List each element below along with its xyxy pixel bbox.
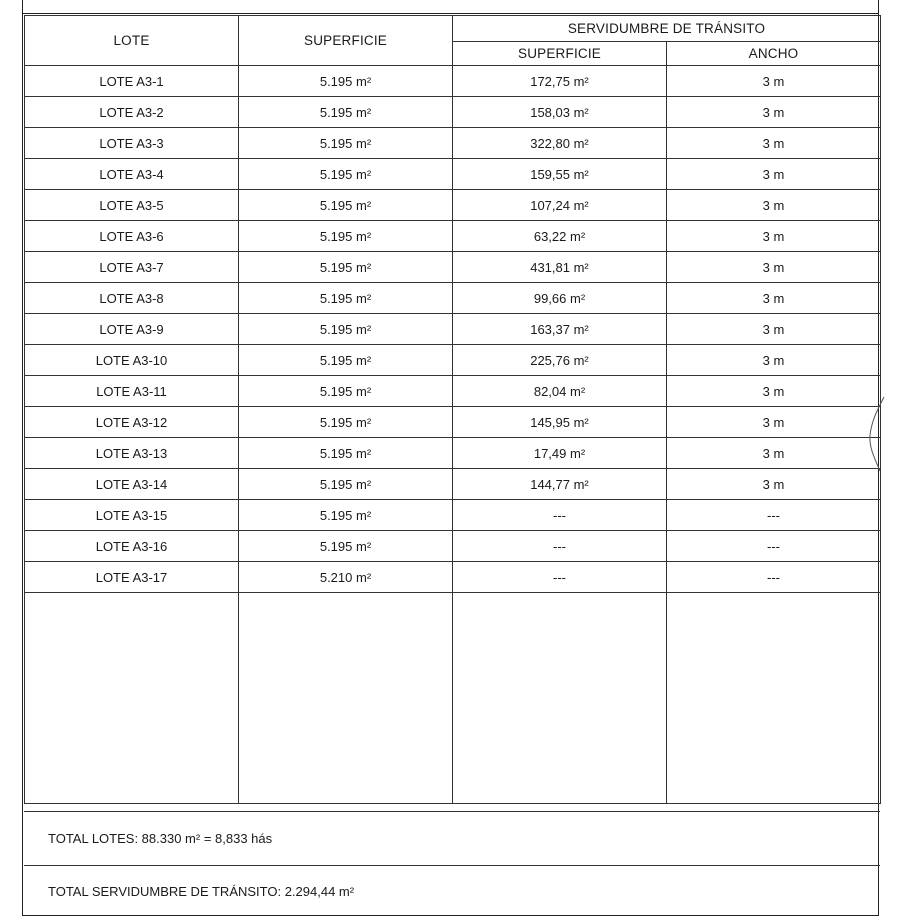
table-row [25,221,881,252]
cell-lote: LOTE A3-5 [25,190,239,221]
margin-mark-icon [866,395,886,475]
cell-serv-superficie: --- [453,500,667,531]
header-lote: LOTE [25,16,239,66]
table-row [25,376,881,407]
cell-superficie: 5.195 m² [239,97,453,128]
cell-lote: LOTE A3-9 [25,314,239,345]
table-row [25,283,881,314]
cell-serv-superficie: 322,80 m² [453,128,667,159]
cell-superficie: 5.195 m² [239,283,453,314]
cell-superficie: 5.195 m² [239,159,453,190]
lots-table [24,15,881,804]
table-row [25,97,881,128]
cell-superficie: 5.210 m² [239,562,453,593]
header-serv-ancho: ANCHO [667,42,881,66]
cell-serv-superficie: 63,22 m² [453,221,667,252]
cell-superficie: 5.195 m² [239,128,453,159]
cell-lote: LOTE A3-14 [25,469,239,500]
cell-lote: LOTE A3-8 [25,283,239,314]
cell-ancho: 3 m [667,252,881,283]
table-row [25,531,881,562]
cell-superficie: 5.195 m² [239,190,453,221]
empty-cell [239,593,453,804]
table-row [25,66,881,97]
cell-superficie: 5.195 m² [239,376,453,407]
cell-lote: LOTE A3-12 [25,407,239,438]
total-servidumbre-text: TOTAL SERVIDUMBRE DE TRÁNSITO: 2.294,44 m² [48,883,355,899]
cell-serv-superficie: 225,76 m² [453,345,667,376]
cell-serv-superficie: 144,77 m² [453,469,667,500]
cell-ancho: 3 m [667,190,881,221]
cell-ancho: 3 m [667,221,881,252]
cell-superficie: 5.195 m² [239,500,453,531]
cell-serv-superficie: --- [453,531,667,562]
cell-ancho: 3 m [667,159,881,190]
cell-ancho: --- [667,500,881,531]
cell-serv-superficie: --- [453,562,667,593]
cell-serv-superficie: 159,55 m² [453,159,667,190]
cell-superficie: 5.195 m² [239,438,453,469]
cell-lote: LOTE A3-10 [25,345,239,376]
cell-lote: LOTE A3-15 [25,500,239,531]
cell-ancho: 3 m [667,469,881,500]
header-serv-superficie: SUPERFICIE [453,42,667,66]
cell-superficie: 5.195 m² [239,66,453,97]
cell-ancho: 3 m [667,407,881,438]
table-row [25,562,881,593]
cell-ancho: --- [667,531,881,562]
cell-lote: LOTE A3-6 [25,221,239,252]
cell-superficie: 5.195 m² [239,531,453,562]
empty-row [25,593,881,804]
table-row [25,500,881,531]
cell-superficie: 5.195 m² [239,345,453,376]
cell-lote: LOTE A3-2 [25,97,239,128]
cell-lote: LOTE A3-13 [25,438,239,469]
table-row [25,128,881,159]
empty-cell [453,593,667,804]
cell-superficie: 5.195 m² [239,469,453,500]
cell-ancho: 3 m [667,345,881,376]
cell-ancho: 3 m [667,438,881,469]
total-servidumbre [24,865,880,916]
empty-cell [667,593,881,804]
cell-ancho: 3 m [667,128,881,159]
header-superficie: SUPERFICIE [239,16,453,66]
cell-superficie: 5.195 m² [239,407,453,438]
empty-cell [25,593,239,804]
table-row [25,438,881,469]
cell-superficie: 5.195 m² [239,221,453,252]
cell-serv-superficie: 99,66 m² [453,283,667,314]
table-row [25,314,881,345]
cell-superficie: 5.195 m² [239,314,453,345]
cell-serv-superficie: 107,24 m² [453,190,667,221]
cell-lote: LOTE A3-16 [25,531,239,562]
total-lotes-text: TOTAL LOTES: 88.330 m² = 8,833 hás [48,831,273,846]
cell-serv-superficie: 163,37 m² [453,314,667,345]
table-row [25,407,881,438]
cell-serv-superficie: 158,03 m² [453,97,667,128]
cell-ancho: 3 m [667,97,881,128]
cell-serv-superficie: 172,75 m² [453,66,667,97]
cell-lote: LOTE A3-3 [25,128,239,159]
header-servidumbre: SERVIDUMBRE DE TRÁNSITO [453,16,881,42]
top-rule [22,0,879,14]
table-row [25,345,881,376]
cell-ancho: 3 m [667,66,881,97]
cell-lote: LOTE A3-7 [25,252,239,283]
cell-lote: LOTE A3-11 [25,376,239,407]
header-row [25,16,881,42]
cell-superficie: 5.195 m² [239,252,453,283]
cell-ancho: 3 m [667,314,881,345]
cell-serv-superficie: 431,81 m² [453,252,667,283]
table-body [25,66,881,804]
table-row [25,469,881,500]
cell-serv-superficie: 145,95 m² [453,407,667,438]
table-row [25,252,881,283]
total-lotes [24,811,880,865]
table-row [25,159,881,190]
cell-serv-superficie: 82,04 m² [453,376,667,407]
cell-serv-superficie: 17,49 m² [453,438,667,469]
cell-ancho: 3 m [667,376,881,407]
cell-lote: LOTE A3-1 [25,66,239,97]
cell-lote: LOTE A3-17 [25,562,239,593]
cell-ancho: --- [667,562,881,593]
cell-lote: LOTE A3-4 [25,159,239,190]
cell-ancho: 3 m [667,283,881,314]
table-row [25,190,881,221]
